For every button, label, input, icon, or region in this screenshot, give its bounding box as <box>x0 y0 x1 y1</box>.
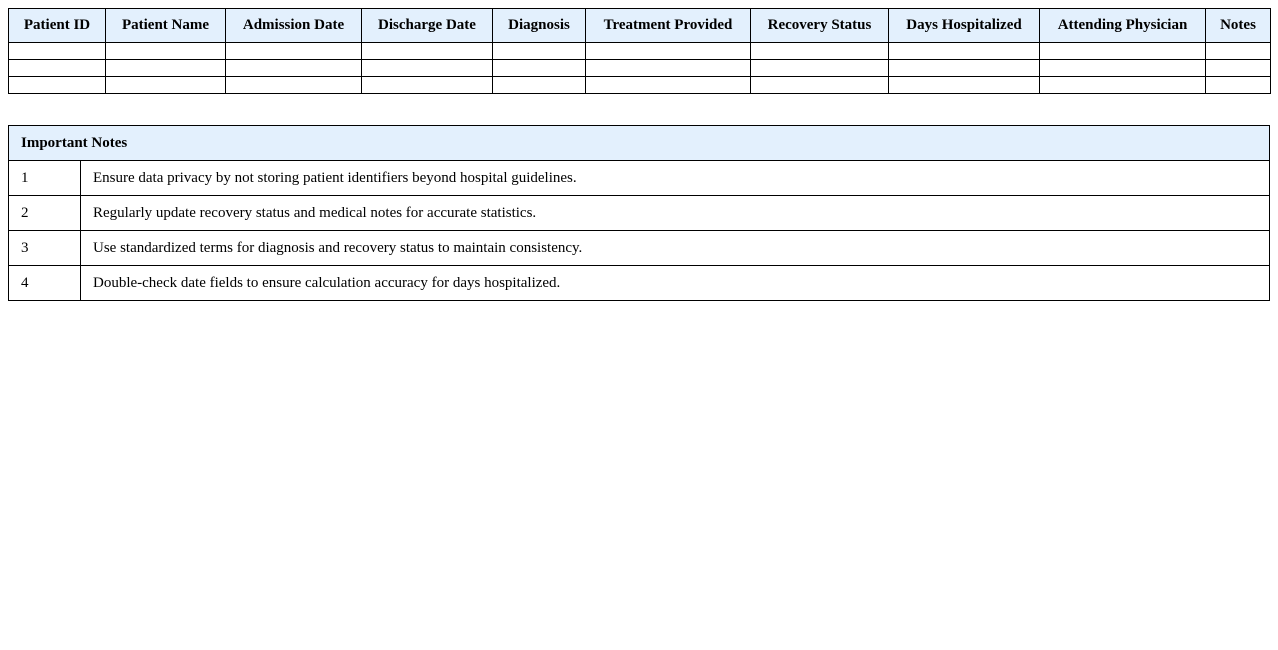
table-cell[interactable] <box>362 43 493 60</box>
note-number: 1 <box>9 161 81 196</box>
table-cell[interactable] <box>1040 60 1206 77</box>
table-cell[interactable] <box>362 60 493 77</box>
table-cell[interactable] <box>889 77 1040 94</box>
table-cell[interactable] <box>226 43 362 60</box>
note-row <box>9 196 1270 231</box>
table-cell[interactable] <box>226 60 362 77</box>
note-number: 2 <box>9 196 81 231</box>
table-cell[interactable] <box>1040 43 1206 60</box>
table-cell[interactable] <box>751 43 889 60</box>
table-cell[interactable] <box>586 77 751 94</box>
table-cell[interactable] <box>106 60 226 77</box>
patient-records-table <box>8 8 1271 94</box>
table-cell[interactable] <box>586 43 751 60</box>
table-cell[interactable] <box>1206 60 1271 77</box>
important-notes-table <box>8 125 1270 301</box>
table-cell[interactable] <box>586 60 751 77</box>
records-header-row <box>9 9 1271 43</box>
note-number: 4 <box>9 266 81 301</box>
header-patient-id: Patient ID <box>9 9 106 43</box>
table-cell[interactable] <box>9 43 106 60</box>
notes-header-row <box>9 126 1270 161</box>
table-row <box>9 43 1271 60</box>
note-row <box>9 161 1270 196</box>
header-admission-date: Admission Date <box>226 9 362 43</box>
table-cell[interactable] <box>226 77 362 94</box>
table-row <box>9 77 1271 94</box>
table-cell[interactable] <box>751 77 889 94</box>
records-body <box>9 43 1271 94</box>
header-notes: Notes <box>1206 9 1271 43</box>
table-cell[interactable] <box>362 77 493 94</box>
header-diagnosis: Diagnosis <box>493 9 586 43</box>
table-cell[interactable] <box>889 43 1040 60</box>
header-recovery-status: Recovery Status <box>751 9 889 43</box>
table-cell[interactable] <box>493 43 586 60</box>
header-patient-name: Patient Name <box>106 9 226 43</box>
note-text: Use standardized terms for diagnosis and recovery status to maintain consistency. <box>81 231 1270 266</box>
note-text: Regularly update recovery status and medical notes for accurate statistics. <box>81 196 1270 231</box>
table-cell[interactable] <box>9 77 106 94</box>
table-cell[interactable] <box>106 43 226 60</box>
note-row <box>9 266 1270 301</box>
table-cell[interactable] <box>751 60 889 77</box>
table-cell[interactable] <box>493 77 586 94</box>
table-cell[interactable] <box>889 60 1040 77</box>
table-cell[interactable] <box>1206 43 1271 60</box>
table-cell[interactable] <box>493 60 586 77</box>
header-attending-physician: Attending Physician <box>1040 9 1206 43</box>
note-text: Double-check date fields to ensure calculation accuracy for days hospitalized. <box>81 266 1270 301</box>
important-notes-title: Important Notes <box>9 126 1270 161</box>
header-treatment-provided: Treatment Provided <box>586 9 751 43</box>
table-cell[interactable] <box>9 60 106 77</box>
table-cell[interactable] <box>106 77 226 94</box>
header-days-hospitalized: Days Hospitalized <box>889 9 1040 43</box>
note-row <box>9 231 1270 266</box>
table-cell[interactable] <box>1206 77 1271 94</box>
table-row <box>9 60 1271 77</box>
note-text: Ensure data privacy by not storing patient identifiers beyond hospital guidelines. <box>81 161 1270 196</box>
note-number: 3 <box>9 231 81 266</box>
table-cell[interactable] <box>1040 77 1206 94</box>
header-discharge-date: Discharge Date <box>362 9 493 43</box>
